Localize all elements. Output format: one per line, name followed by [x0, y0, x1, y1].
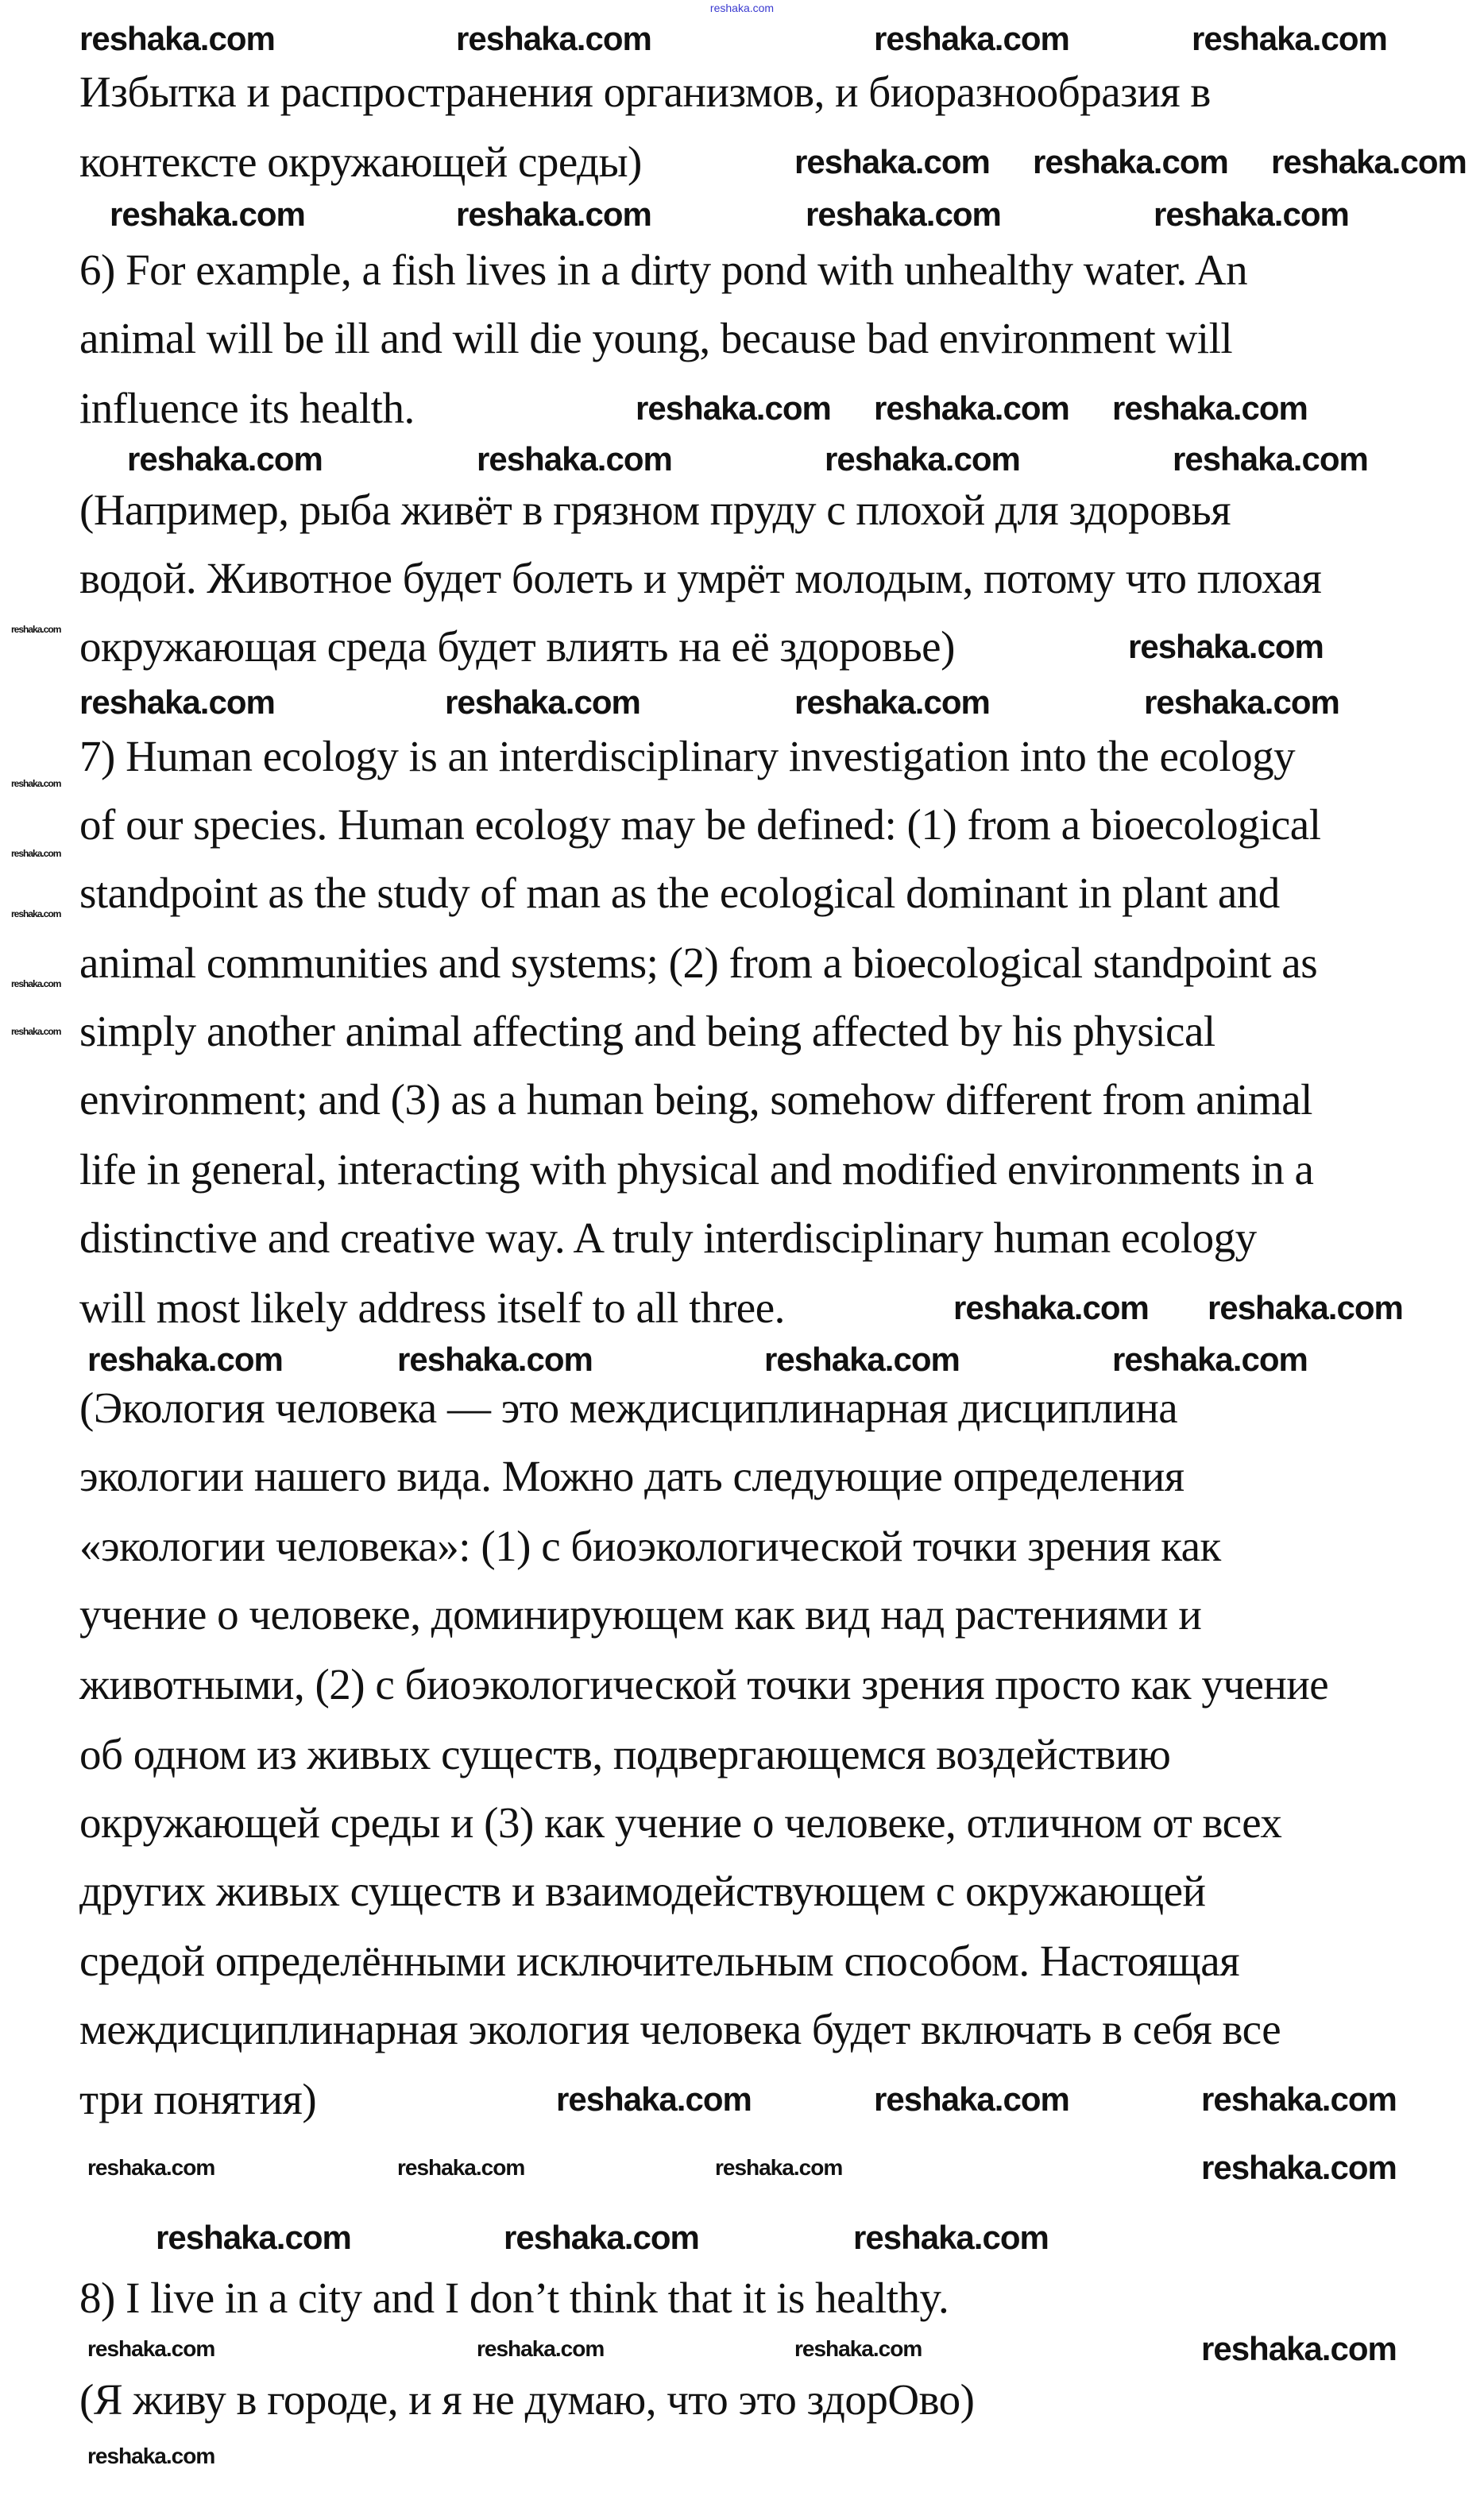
text-line: об одном из живых существ, подвергающемся воздействию — [79, 1730, 1171, 1778]
text-line: окружающей среды и (3) как учение о человеке, отличном от всех — [79, 1798, 1282, 1847]
watermark: reshaka.com — [504, 2219, 699, 2256]
text-line: других живых существ и взаимодействующем с окружающей — [79, 1867, 1206, 1915]
watermark: reshaka.com — [806, 195, 1001, 233]
watermark: reshaka.com — [794, 143, 990, 180]
watermark: reshaka.com — [156, 2219, 351, 2256]
watermark: reshaka.com — [445, 683, 640, 721]
text-line: междисциплинарная экология человека будет включать в себя все — [79, 2005, 1281, 2053]
text-line: animal will be ill and will die young, because bad environment will — [79, 314, 1233, 362]
text-line: 8) I live in a city and I don’t think that it is healthy. — [79, 2274, 949, 2322]
watermark: reshaka.com — [11, 1026, 61, 1037]
watermark: reshaka.com — [1144, 683, 1339, 721]
watermark: reshaka.com — [1201, 2080, 1397, 2118]
watermark: reshaka.com — [853, 2219, 1049, 2256]
watermark: reshaka.com — [456, 20, 651, 57]
watermark: reshaka.com — [1128, 628, 1324, 665]
watermark: reshaka.com — [87, 2336, 215, 2361]
watermark: reshaka.com — [1154, 195, 1349, 233]
text-line: окружающая среда будет влиять на её здоровье) — [79, 622, 955, 671]
watermark: reshaka.com — [11, 978, 61, 989]
text-line: simply another animal affecting and being affected by his physical — [79, 1007, 1215, 1055]
text-line: distinctive and creative way. A truly interdisciplinary human ecology — [79, 1213, 1257, 1262]
watermark: reshaka.com — [456, 195, 651, 233]
text-line: экологии нашего вида. Можно дать следующие определения — [79, 1452, 1184, 1500]
watermark: reshaka.com — [397, 1341, 593, 1378]
watermark: reshaka.com — [11, 778, 61, 789]
watermark: reshaka.com — [11, 848, 61, 859]
watermark: reshaka.com — [397, 2155, 525, 2180]
watermark: reshaka.com — [79, 683, 275, 721]
watermark: reshaka.com — [1112, 1341, 1308, 1378]
text-line: influence its health. — [79, 384, 415, 432]
watermark: reshaka.com — [1033, 143, 1228, 180]
watermark: reshaka.com — [1201, 2330, 1397, 2367]
text-line: life in general, interacting with physical and modified environments in a — [79, 1145, 1314, 1194]
watermark: reshaka.com — [79, 20, 275, 57]
watermark: reshaka.com — [87, 2155, 215, 2180]
text-line: (Например, рыба живёт в грязном пруду с плохой для здоровья — [79, 486, 1231, 534]
watermark: reshaka.com — [477, 440, 672, 478]
watermark: reshaka.com — [110, 195, 305, 233]
watermark: reshaka.com — [764, 1341, 960, 1378]
watermark: reshaka.com — [953, 1289, 1149, 1326]
watermark: reshaka.com — [874, 20, 1069, 57]
text-line: «экологии человека»: (1) с биоэкологической точки зрения как — [79, 1522, 1221, 1570]
watermark: reshaka.com — [1201, 2149, 1397, 2186]
text-line: три понятия) — [79, 2075, 317, 2123]
watermark: reshaka.com — [477, 2336, 605, 2361]
text-line: will most likely address itself to all three. — [79, 1283, 785, 1332]
text-line: (Я живу в городе, и я не думаю, что это здорОво) — [79, 2375, 975, 2424]
watermark: reshaka.com — [87, 2444, 215, 2468]
text-line: средой определёнными исключительным способом. Настоящая — [79, 1937, 1239, 1985]
text-line: животными, (2) с биоэкологической точки зрения просто как учение — [79, 1660, 1329, 1709]
watermark: reshaka.com — [1271, 143, 1467, 180]
watermark: reshaka.com — [825, 440, 1020, 478]
site-link[interactable]: reshaka.com — [709, 2, 775, 14]
watermark: reshaka.com — [87, 1341, 283, 1378]
text-line: 7) Human ecology is an interdisciplinary investigation into the ecology — [79, 732, 1296, 780]
watermark: reshaka.com — [794, 683, 990, 721]
text-line: учение о человеке, доминирующем как вид над растениями и — [79, 1590, 1202, 1639]
text-line: environment; and (3) as a human being, somehow different from animal — [79, 1075, 1312, 1124]
watermark: reshaka.com — [874, 389, 1069, 427]
text-line: Избытка и распространения организмов, и биоразнообразия в — [79, 68, 1211, 116]
text-line: контексте окружающей среды) — [79, 137, 642, 186]
watermark: reshaka.com — [874, 2080, 1069, 2118]
text-line: водой. Животное будет болеть и умрёт молодым, потому что плохая — [79, 554, 1322, 602]
watermark: reshaka.com — [715, 2155, 843, 2180]
watermark: reshaka.com — [11, 908, 61, 919]
watermark: reshaka.com — [636, 389, 831, 427]
text-line: animal communities and systems; (2) from a bioecological standpoint as — [79, 938, 1318, 987]
text-line: of our species. Human ecology may be defined: (1) from a bioecological — [79, 800, 1321, 849]
text-line: 6) For example, a fish lives in a dirty pond with unhealthy water. An — [79, 246, 1248, 294]
watermark: reshaka.com — [1208, 1289, 1403, 1326]
watermark: reshaka.com — [794, 2336, 922, 2361]
watermark: reshaka.com — [556, 2080, 752, 2118]
text-line: standpoint as the study of man as the ecological dominant in plant and — [79, 869, 1280, 917]
watermark: reshaka.com — [1192, 20, 1387, 57]
watermark: reshaka.com — [1112, 389, 1308, 427]
watermark: reshaka.com — [1173, 440, 1368, 478]
watermark: reshaka.com — [127, 440, 323, 478]
text-line: (Экология человека — это междисциплинарная дисциплина — [79, 1384, 1178, 1432]
watermark: reshaka.com — [11, 624, 61, 635]
